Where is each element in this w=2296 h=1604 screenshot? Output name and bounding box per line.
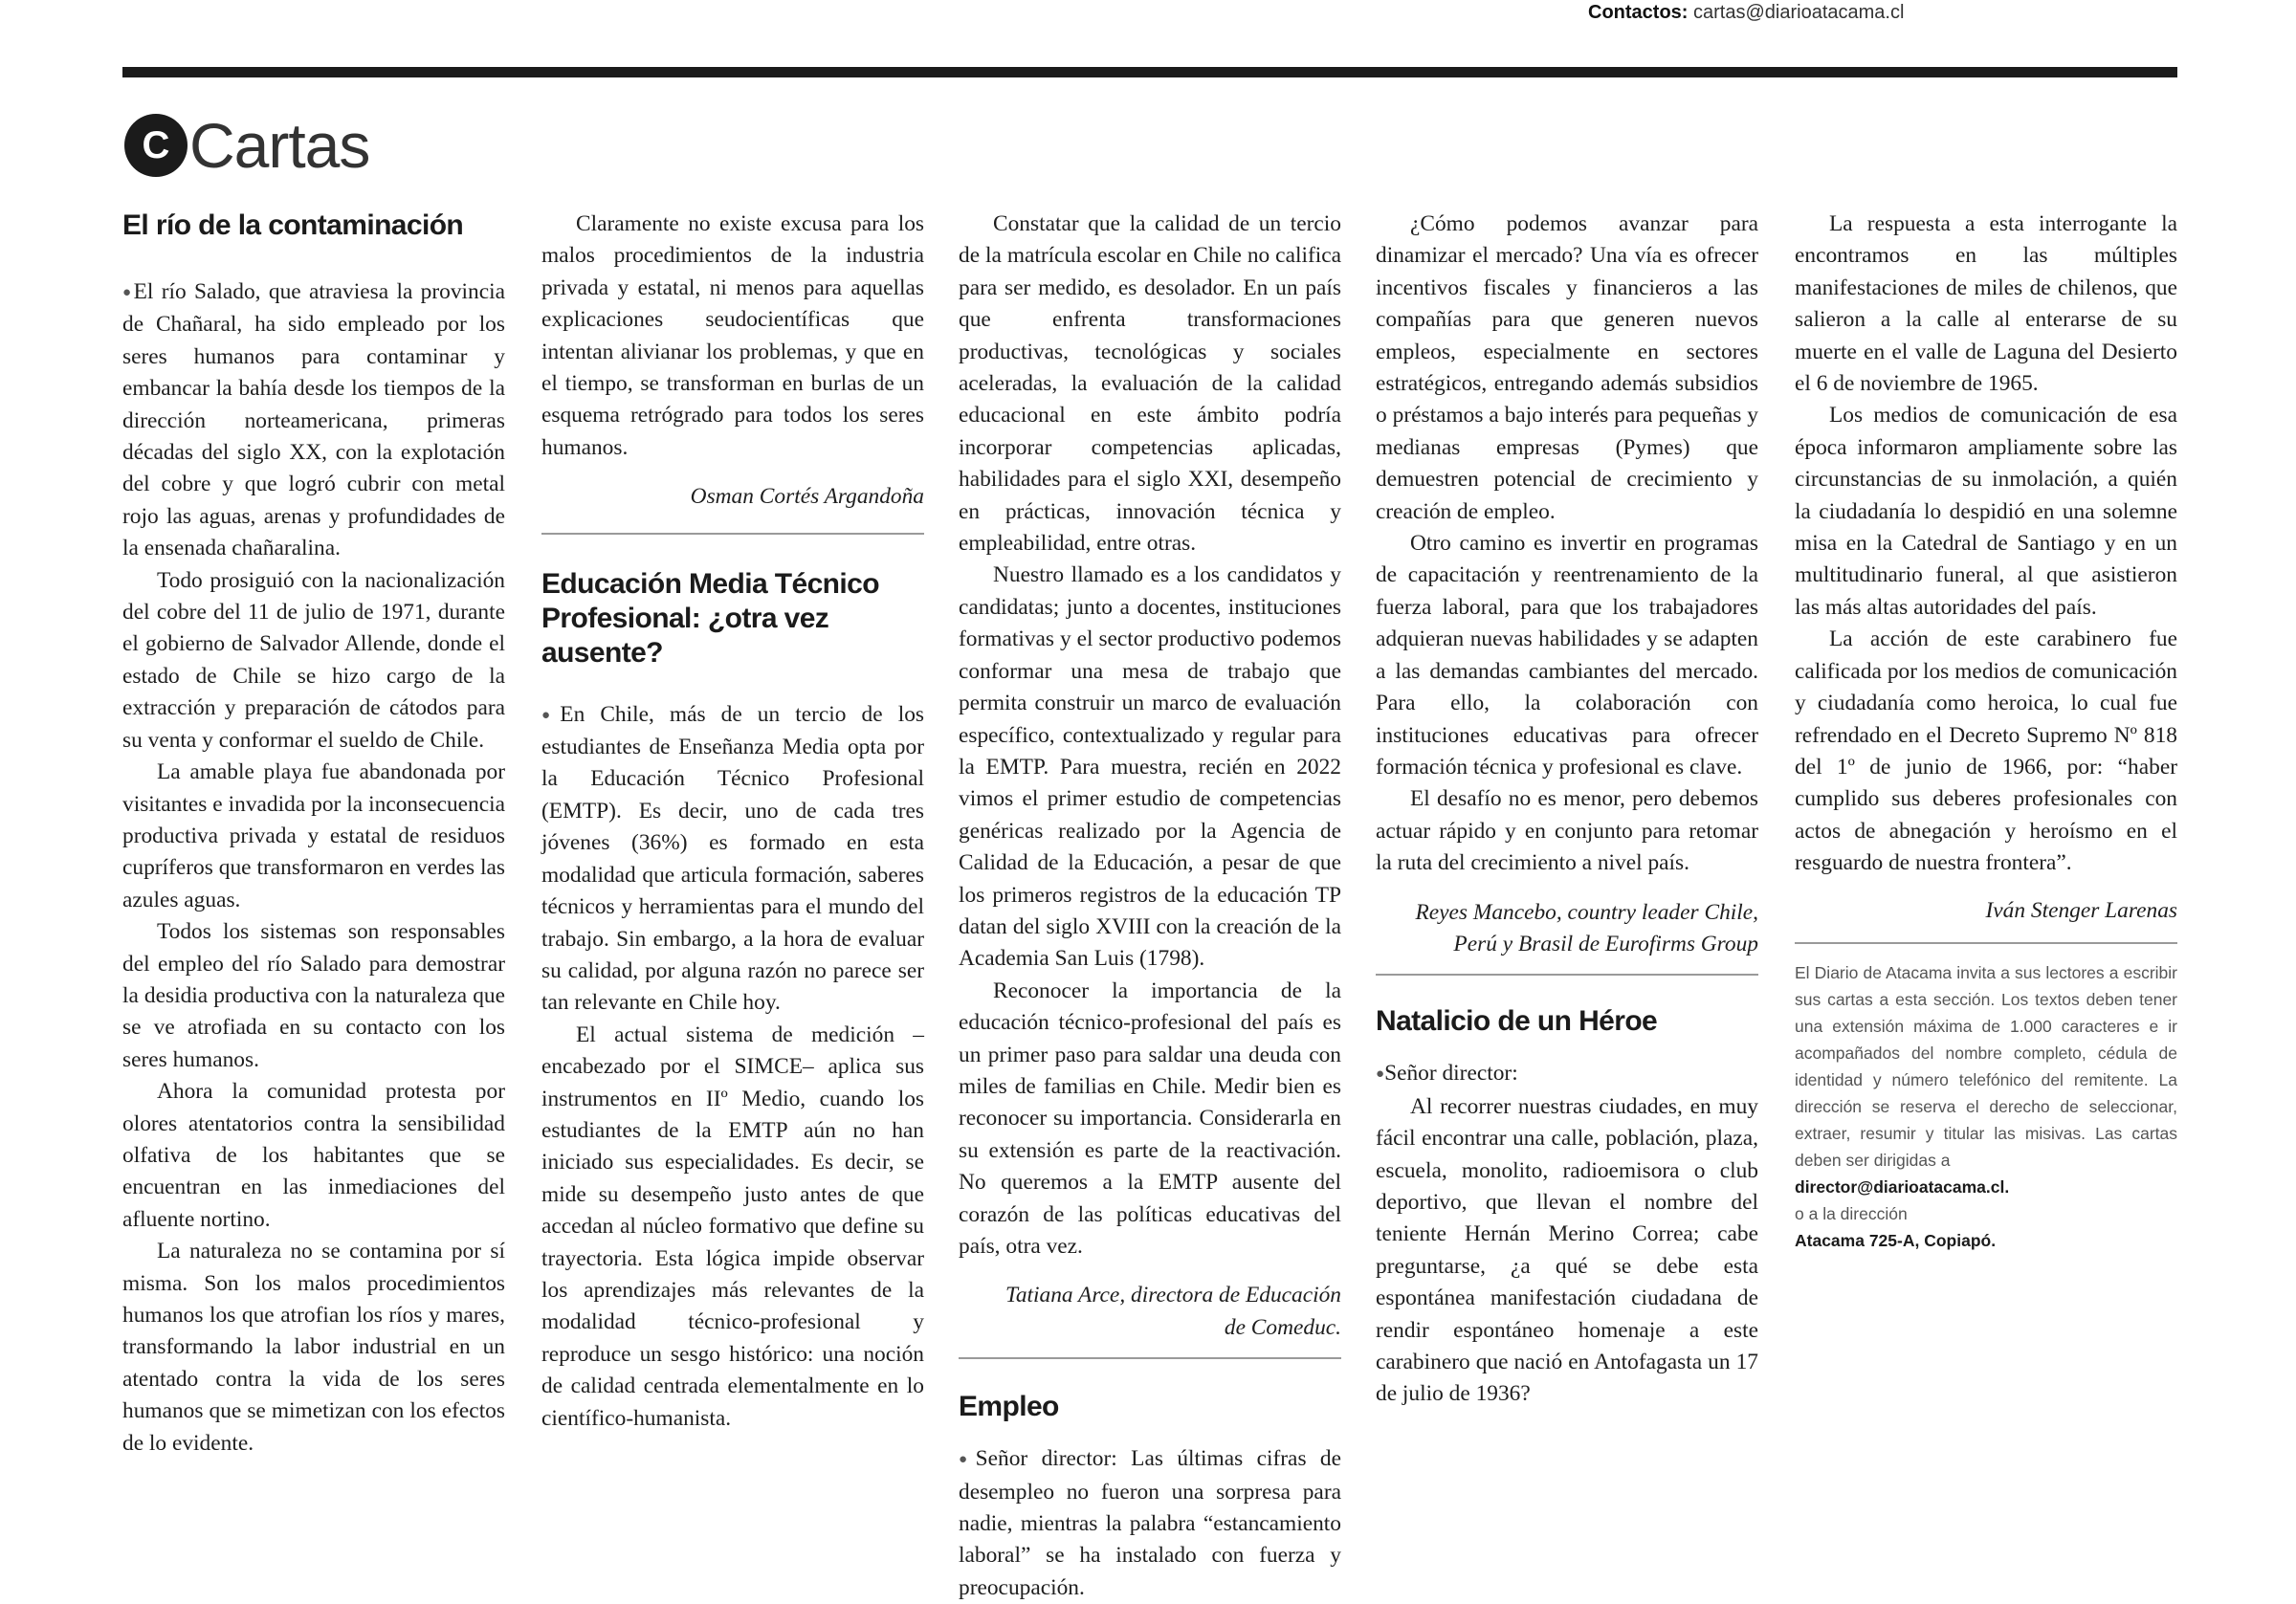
top-rule xyxy=(122,67,2177,77)
letter4-paragraph: La respuesta a esta interrogante la encontramos en las múltiples manifestaciones de miles de chilenos, que salieron a la calle al enterarse de su muerte en el valle de Laguna del Desierto el 6 de noviembre de 1965. xyxy=(1795,211,2177,397)
letter1-paragraph: Claramente no existe excusa para los malos procedimientos de la industria privada y estatal, ni menos para aquellas explicaciones seudocientíficas que intentan alivianar los problemas, y que en el tiempo, se transforman en burlas de un esquema retrógrado para todos los seres humanos. xyxy=(541,211,924,460)
editor-note-address-intro: o a la dirección xyxy=(1795,1203,1908,1223)
column-3 xyxy=(959,209,1341,1604)
letter3-signature: Reyes Mancebo, country leader Chile, Perú y Brasil de Eurofirms Group xyxy=(1415,899,1758,956)
letter4-headline: Natalicio de un Héroe xyxy=(1376,1005,1658,1038)
letter3-paragraph: El desafío no es menor, pero debemos actuar rápido y en conjunto para retomar la ruta del crecimiento a nivel país. xyxy=(1376,786,1758,876)
letter2-paragraph: El actual sistema de medición –encabezado por el SIMCE– aplica sus instrumentos en IIº Medio, cuando los estudiantes de la EMTP aún no han iniciado sus especialidades. Es decir, se mide su desempeño justo antes de que accedan al núcleo formativo que define su trayectoria. Esta lógica impide observar los aprendizajes más relevantes de la modalidad técnico-profesional y reproduce un sesgo histórico: una noción de calidad centrada elementalmente en lo científico-humanista. xyxy=(541,1022,924,1431)
bullet-icon xyxy=(1376,1061,1384,1086)
section-logo: C xyxy=(124,114,188,177)
editor-note xyxy=(1795,959,2177,1254)
contacts-line xyxy=(1588,2,1904,24)
letter4-signature: Iván Stenger Larenas xyxy=(1985,897,2177,923)
letter2-paragraph: Reconocer la importancia de la educación técnico-profesional del país es un primer paso para saldar una deuda con miles de familias en Chile. Medir bien es reconocer su importancia. Considerarla en su extensión es parte de la reactivación. No queremos a la EMTP ausente del corazón de las políticas educativas del país, otra vez. xyxy=(959,978,1341,1259)
letter1-paragraph: La amable playa fue abandonada por visitantes e invadida por la inconsecuencia productiva privada y estatal de residuos cupríferos que transformaron en verdes las azules aguas. xyxy=(122,759,505,912)
letter1-signature: Osman Cortés Argandoña xyxy=(690,484,924,510)
section-header xyxy=(124,107,369,184)
column-5 xyxy=(1795,209,2177,1254)
letter1-paragraph: Todo prosiguió con la nacionalización del cobre del 11 de julio de 1971, durante el gobierno de Salvador Allende, donde el estado de Chile se hizo cargo de la extracción y preparación de cátodos para su venta y conformar el sueldo de Chile. xyxy=(122,567,505,753)
letter2-headline: Educación Media Técnico Profesional: ¿otra vez ausente? xyxy=(541,567,879,669)
letter4-paragraph: Los medios de comunicación de esa época informaron ampliamente sobre las circunstancias de su inmolación, a quién la ciudadanía lo despidió en una solemne misa en la Catedral de Santiago y en un multitudinario funeral, al que asistieron las más altas autoridades del país. xyxy=(1795,403,2177,620)
bullet-icon xyxy=(541,702,560,727)
letter2-paragraph: Constatar que la calidad de un tercio de la matrícula escolar en Chile no califica para ser medido, es desolador. En un país que enfrenta transformaciones productivas, tecnológicas y sociales aceleradas, la evaluación de la calidad educacional en este ámbito podría incorporar competencias aplicadas, habilidades para el siglo XXI, desempeño en prácticas, innovación técnica y empleabilidad, entre otras. xyxy=(959,211,1341,557)
editor-note-email[interactable]: director@diarioatacama.cl. xyxy=(1795,1176,2010,1197)
letter3-headline: Empleo xyxy=(959,1391,1059,1423)
letter1-headline: El río de la contaminación xyxy=(122,209,464,241)
letter2-signature: Tatiana Arce, directora de Educación de Comeduc. xyxy=(1004,1283,1341,1340)
editor-note-address: Atacama 725-A, Copiapó. xyxy=(1795,1230,1997,1250)
column-2 xyxy=(541,209,924,1435)
letter1-paragraph: Todos los sistemas son responsables del empleo del río Salado para demostrar la desidia productiva con la naturaleza que se ve atrofiada en su contacto con los seres humanos. xyxy=(122,919,505,1072)
letter3-paragraph: Otro camino es invertir en programas de capacitación y reentrenamiento de la fuerza laboral, para que los trabajadores adquieran nuevas habilidades y se adapten a las demandas cambiantes del mercado. Para ello, la colaboración con instituciones educativas para ofrecer formación técnica y profesional es clave. xyxy=(1376,531,1758,780)
letter3-paragraph: ¿Cómo podemos avanzar para dinamizar el mercado? Una vía es ofrecer incentivos fiscales y financieros a las compañías para que generen nuevos empleos, especialmente en sectores estratégicos, entregando además subsidios o préstamos a bajo interés para pequeñas y medianas empresas (Pymes) que demuestren potencial de crecimiento y creación de empleo. xyxy=(1376,211,1758,524)
column-4 xyxy=(1376,209,1758,1411)
letter3-paragraph: ● Señor director: Las últimas cifras de desempleo no fueron una sorpresa para nadie, mientras la palabra “estancamiento laboral” se ha instalado con fuerza y preocupación. xyxy=(959,1443,1341,1604)
letter4-paragraph: ● Señor director: xyxy=(1376,1058,1758,1090)
column-1 xyxy=(122,209,505,1460)
letter2-paragraph: ● En Chile, más de un tercio de los estudiantes de Enseñanza Media opta por la Educación Técnico Profesional (EMTP). Es decir, uno de cada tres jóvenes (36%) es formado en esta modalidad que articula formación, saberes técnicos y herramientas para el mundo del trabajo. Sin embargo, a la hora de evaluar su calidad, por alguna razón no parece ser tan relevante en Chile hoy. xyxy=(541,699,924,1020)
letter1-paragraph: Ahora la comunidad protesta por olores atentatorios contra la sensibilidad olfativa de los habitantes que se encuentran en las inmediaciones del afluente nortino. xyxy=(122,1079,505,1232)
section-title: Cartas xyxy=(189,110,370,181)
contacts-label: Contactos: xyxy=(1588,2,1689,23)
editor-note-text: El Diario de Atacama invita a sus lectores a escribir sus cartas a esta sección. Los textos deben tener una extensión máxima de 1.000 caracteres e ir acompañados del nombre completo, cédula de identidad y número telefónico del remitente. La dirección se reserva el derecho de seleccionar, extraer, resumir y titular las misivas. Las cartas deben ser dirigidas a xyxy=(1795,962,2177,1170)
contacts-email: cartas@diarioatacama.cl xyxy=(1693,2,1905,23)
letter4-paragraph: La acción de este carabinero fue calificada por los medios de comunicación y ciudadanía como heroica, lo cual fue refrendado en el Decreto Supremo Nº 818 del 1º de junio de 1966, por: “haber cumplido sus deberes profesionales con actos de abnegación y heroísmo en el resguardo de nuestra frontera”. xyxy=(1795,626,2177,876)
letter1-paragraph: ● El río Salado, que atraviesa la provincia de Chañaral, ha sido empleado por los seres humanos para contaminar y embancar la bahía desde los tiempos de la dirección norteamericana, primeras décadas del siglo XX, con la explotación del cobre y que logró cubrir con metal rojo las aguas, arenas y profundidades de la ensenada chañaralina. xyxy=(122,276,505,565)
bullet-icon xyxy=(959,1446,976,1471)
letter4-paragraph: Al recorrer nuestras ciudades, en muy fácil encontrar una calle, población, plaza, escuela, monolito, radioemisora o club deportivo, que llevan el nombre del teniente Hernán Merino Correa; cabe preguntarse, ¿a qué se debe esta espontánea manifestación ciudadana de rendir espontáneo homenaje a este carabinero que nació en Antofagasta un 17 de julio de 1936? xyxy=(1376,1093,1758,1407)
letter2-paragraph: Nuestro llamado es a los candidatos y candidatas; junto a docentes, instituciones formativas y el sector productivo podemos conformar una mesa de trabajo que permita construir un marco de evaluación específico, contextualizado y regular para la EMTP. Para muestra, recién en 2022 vimos el primer estudio de competencias genéricas realizado por la Agencia de Calidad de la Educación, a pesar de que los primeros registros de la educación TP datan del siglo XVIII con la creación de la Academia San Luis (1798). xyxy=(959,562,1341,972)
letter1-paragraph: La naturaleza no se contamina por sí misma. Son los malos procedimientos humanos los que atrofian los ríos y mares, transformando la labor industrial en un atentado contra la vida de los seres humanos que se mimetizan con los efectos de lo evidente. xyxy=(122,1239,505,1456)
bullet-icon xyxy=(122,279,134,304)
